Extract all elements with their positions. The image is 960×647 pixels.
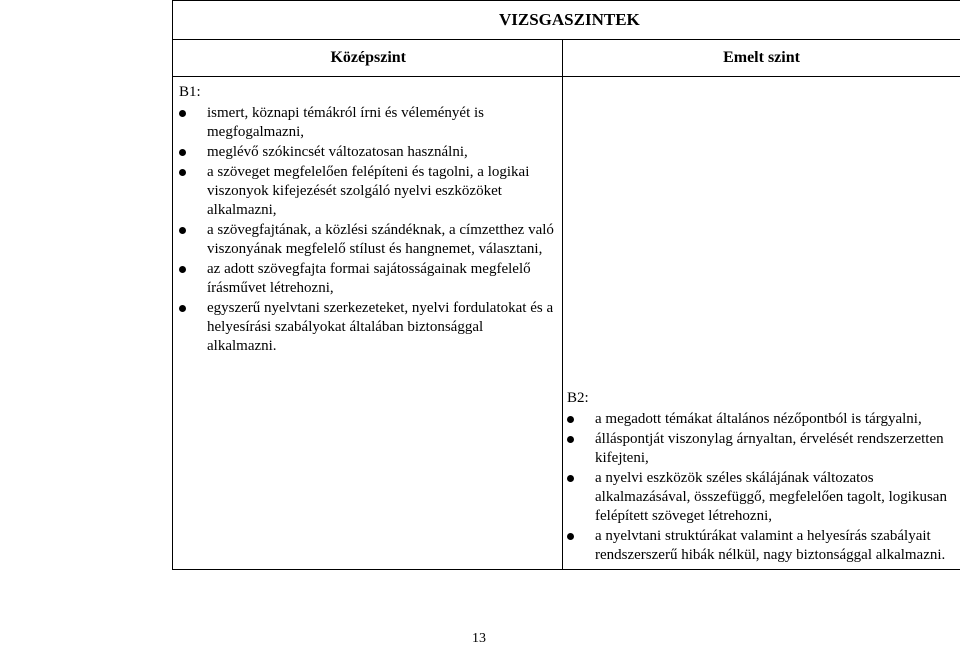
list-item: egyszerű nyelvtani szerkezeteket, nyelvi fordulatokat és a helyesírási szabályokat általában biztonsággal alkalmazni. [179, 299, 556, 356]
b1-list [179, 104, 556, 356]
b2-block [563, 379, 960, 565]
list-item: álláspontját viszonylag árnyaltan, érvelését rendszerzetten kifejteni, [567, 430, 956, 468]
bullet-icon [179, 305, 186, 312]
bullet-icon [567, 475, 574, 482]
title-row [173, 1, 960, 40]
bullet-icon [567, 416, 574, 423]
list-item: a nyelvtani struktúrákat valamint a helyesírás szabályait rendszerszerű hibák nélkül, nagy biztonsággal alkalmazni. [567, 527, 956, 565]
title-cell [173, 1, 960, 40]
header-emelt-szint: Emelt szint [563, 40, 960, 77]
list-item: a nyelvi eszközök széles skálájának változatos alkalmazásával, összefüggő, megfelelően tagolt, logikusan felépített szöveget létrehozni, [567, 469, 956, 526]
b1-label: B1: [179, 83, 556, 102]
b2-list [567, 410, 956, 565]
b2-spacer [563, 77, 960, 379]
bullet-icon [179, 149, 186, 156]
bullet-icon [179, 266, 186, 273]
b1-cell [173, 77, 563, 570]
bullet-icon [567, 436, 574, 443]
bullet-icon [179, 110, 186, 117]
page-number: 13 [472, 631, 486, 647]
exam-levels-table [172, 0, 960, 570]
list-item: a megadott témákat általános nézőpontból is tárgyalni, [567, 410, 956, 429]
list-item: az adott szövegfajta formai sajátosságainak megfelelő írásművet létrehozni, [179, 260, 556, 298]
b2-cell [563, 77, 960, 570]
list-item: meglévő szókincsét változatosan használni, [179, 143, 556, 162]
bullet-icon [567, 533, 574, 540]
content-row [173, 77, 960, 570]
list-item: ismert, köznapi témákról írni és véleményét is megfogalmazni, [179, 104, 556, 142]
bullet-icon [179, 169, 186, 176]
list-item: a szöveget megfelelően felépíteni és tagolni, a logikai viszonyok kifejezését szolgáló nyelvi eszközöket alkalmazni, [179, 163, 556, 220]
header-kozepszint: Középszint [173, 40, 563, 77]
header-row [173, 40, 960, 77]
bullet-icon [179, 227, 186, 234]
b2-label: B2: [567, 389, 956, 408]
list-item: a szövegfajtának, a közlési szándéknak, a címzetthez való viszonyának megfelelő stílust és hangnemet, választani, [179, 221, 556, 259]
table-title: VIZSGASZINTEK [499, 10, 640, 30]
